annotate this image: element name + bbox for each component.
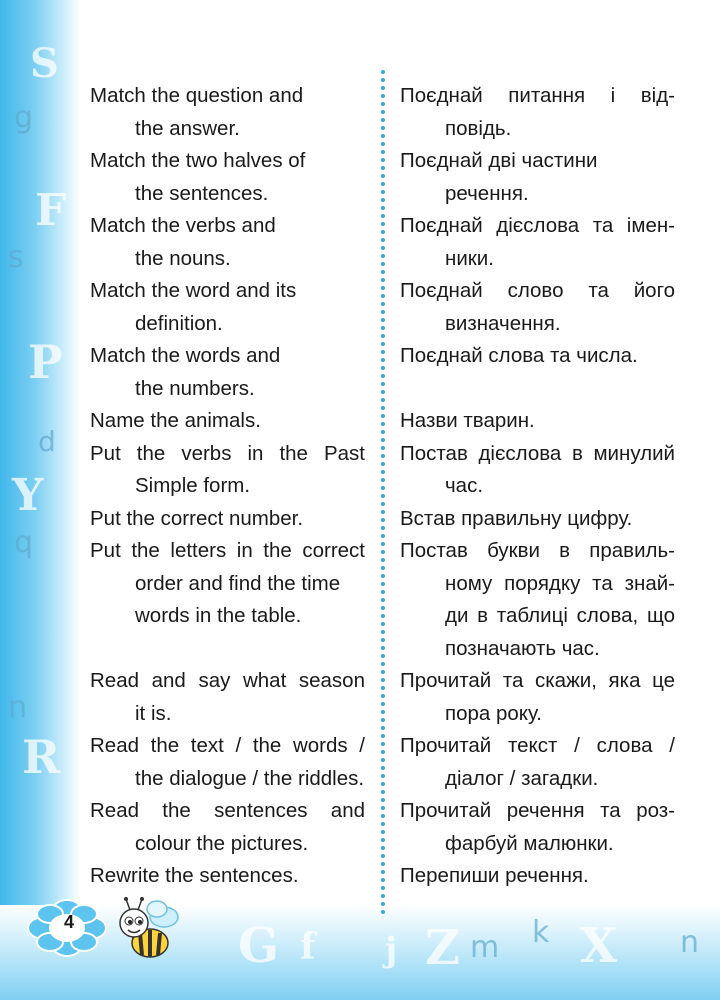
english-line: it is. [135,701,172,725]
ukrainian-line: ди в таблиці слова, що [445,604,675,627]
english-line: Put the verbs in the Past [90,441,365,465]
english-column [90,80,365,893]
english-line: Match the two halves of [90,149,306,172]
english-line: Read the sentences and [90,799,365,822]
page-number: 4 [63,912,74,932]
ukrainian-line: пора року. [445,701,542,725]
decorative-letter-icon: s [8,240,24,275]
ukrainian-line: повідь. [445,116,512,140]
english-line: Put the correct number. [90,506,304,530]
decorative-letter-icon: q [14,525,34,560]
decorative-letter-icon: P [28,335,63,389]
ukrainian-line: діалог / загадки. [445,766,599,790]
decorative-letter-icon: F [35,185,67,236]
english-line: Match the word and its [90,279,297,302]
ukrainian-line: час. [445,474,484,497]
ukrainian-line: Прочитай текст / слова / [400,734,675,757]
english-line: colour the pictures. [135,831,309,855]
bee-icon [112,895,182,965]
decorative-letter-icon: S [30,40,59,87]
english-line: Read the text / the words / [90,734,365,757]
ukrainian-line: Прочитай речення та роз- [400,799,675,822]
ukrainian-line: ники. [445,246,494,270]
english-line [90,633,365,666]
ukrainian-line: Постав дієслова в минулий [400,441,675,465]
decorative-letter-icon: g [14,100,34,135]
decorative-letter-icon: d [38,425,56,458]
ukrainian-line: Поєднай питання і від- [400,84,675,107]
english-line: Read and say what season [90,669,365,692]
english-line: the sentences. [135,181,269,205]
english-line: Put the letters in the correct [90,539,365,562]
ukrainian-line: Встав правильну цифру. [400,506,633,530]
english-line: Rewrite the sentences. [90,864,299,887]
ukrainian-line: речення. [445,181,529,205]
decorative-letter-icon: n [680,925,700,960]
english-line: Match the verbs and [90,214,276,237]
english-line: order and find the time [135,571,341,595]
decorative-letter-icon: k [532,915,550,950]
decorative-letter-icon: j [385,930,398,970]
ukrainian-line: Назви тварин. [400,409,535,432]
ukrainian-line [400,373,675,406]
ukrainian-line: Поєднай дієслова та імен- [400,214,675,237]
english-line: Name the animals. [90,409,261,432]
english-line: the nouns. [135,246,231,270]
decorative-letter-icon: Z [425,920,461,976]
decorative-letter-icon: R [22,730,61,784]
ukrainian-line: Перепиши речення. [400,864,589,887]
ukrainian-line: Прочитай та скажи, яка це [400,669,675,692]
decorative-letter-icon: m [470,930,500,965]
english-line: Match the question and [90,84,304,107]
ukrainian-line: Поєднай дві частини [400,149,598,172]
ukrainian-line: Постав букви в правиль- [400,539,675,562]
ukrainian-line: позначають час. [445,636,600,660]
ukrainian-line: Поєднай слова та числа. [400,344,638,367]
english-line: words in the table. [135,604,302,627]
english-line: definition. [135,311,223,335]
decorative-letter-icon: f [300,926,316,968]
decorative-letter-icon: X [580,918,618,974]
english-line: Match the words and [90,344,281,367]
english-line: the dialogue / the riddles. [135,766,365,790]
decorative-letter-icon: G [238,918,279,974]
decorative-letter-icon: n [8,690,28,725]
english-line: Simple form. [135,474,251,497]
ukrainian-line: Поєднай слово та його [400,279,675,302]
ukrainian-line: ному порядку та знай- [445,571,675,595]
english-line: the answer. [135,116,240,140]
ukrainian-line: визначення. [445,311,561,335]
english-line: the numbers. [135,376,255,400]
decorative-letter-icon: Y [12,470,44,521]
ukrainian-line: фарбуй малюнки. [445,831,614,855]
ukrainian-column [400,80,675,893]
column-divider [381,70,385,915]
